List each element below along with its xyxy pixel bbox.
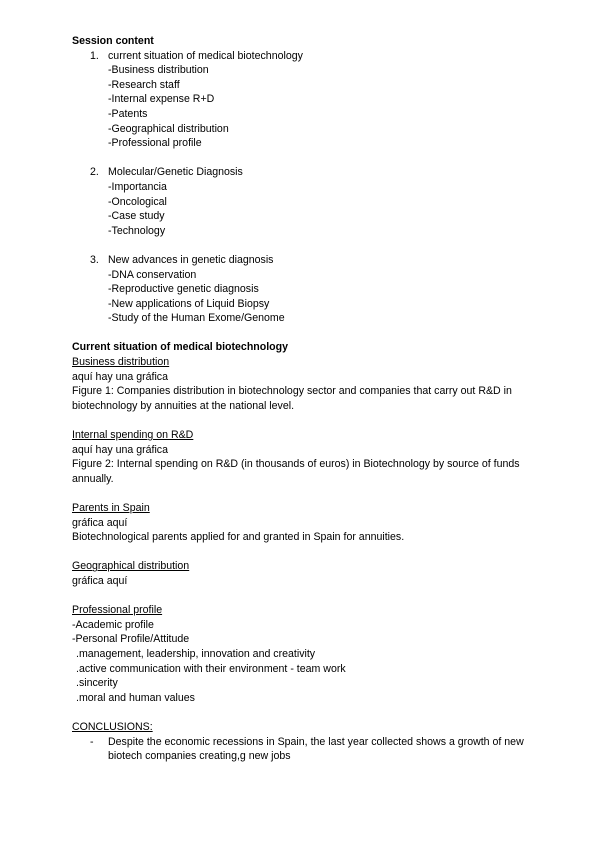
list-item-title: New advances in genetic diagnosis [108, 253, 274, 266]
figure-caption: Biotechnological parents applied for and granted in Spain for annuities. [72, 531, 405, 544]
list-number: 2. [90, 166, 99, 179]
spacer [72, 238, 532, 253]
list-number: 3. [90, 253, 99, 266]
sub-item: -Patents [108, 107, 148, 120]
spacer [72, 705, 532, 720]
spacer [72, 413, 532, 428]
spacer [72, 486, 532, 501]
document-body [72, 34, 532, 764]
list-item-title: Molecular/Genetic Diagnosis [108, 166, 243, 179]
subsection-title: Parents in Spain [72, 502, 150, 514]
session-list [72, 49, 532, 326]
sub-item: -Reproductive genetic diagnosis [108, 283, 259, 296]
sub-item: -Case study [108, 210, 165, 223]
sub-item: -Internal expense R+D [108, 93, 215, 106]
figure-caption: Figure 2: Internal spending on R&D (in thousands of euros) in Biotechnology by source of funds annually. [72, 458, 520, 485]
figure-caption: Figure 1: Companies distribution in biotechnology sector and companies that carry out R&D in biotechnology by annuities at the national level. [72, 385, 512, 412]
session-item [72, 165, 532, 238]
session-item [72, 253, 532, 326]
chart-placeholder-text: gráfica aquí [72, 574, 128, 587]
conclusion-bullet [72, 735, 532, 764]
subsection-title: Geographical distribution [72, 560, 190, 573]
profile-line: -Personal Profile/Attitude [72, 633, 190, 646]
attitude-item: .management, leadership, innovation and creativity [76, 647, 316, 660]
conclusion-text: Despite the economic recessions in Spain, the last year collected shows a growth of new biotech companies creating,g new jobs [108, 735, 524, 763]
spacer [72, 151, 532, 166]
attitude-item: .sincerity [76, 677, 118, 690]
list-number: 1. [90, 49, 99, 62]
list-item-title: current situation of medical biotechnology [108, 49, 303, 62]
chart-placeholder-text: gráfica aquí [72, 516, 128, 529]
subsection-title: Internal spending on R&D [72, 429, 194, 442]
session-item [72, 49, 532, 151]
subsection-title: Professional profile [72, 604, 163, 617]
section-heading: Current situation of medical biotechnology [72, 341, 289, 354]
chart-placeholder-text: aquí hay una gráfica [72, 370, 169, 383]
sub-item: -Study of the Human Exome/Genome [108, 312, 285, 325]
bullet-marker: - [90, 735, 94, 748]
conclusions-title: CONCLUSIONS: [72, 720, 153, 733]
sub-item: -Geographical distribution [108, 122, 229, 135]
spacer [72, 326, 532, 341]
chart-placeholder-text: aquí hay una gráfica [72, 443, 169, 456]
sub-item: -Oncological [108, 195, 167, 208]
profile-line: -Academic profile [72, 618, 154, 631]
sub-item: -New applications of Liquid Biopsy [108, 297, 270, 310]
sub-item: -DNA conservation [108, 268, 197, 281]
sub-item: -Technology [108, 224, 166, 237]
spacer [72, 545, 532, 560]
session-heading: Session content [72, 35, 154, 47]
subsection-title: Business distribution [72, 356, 170, 369]
sub-item: -Research staff [108, 78, 180, 91]
sub-item: -Importancia [108, 180, 167, 193]
attitude-item: .moral and human values [76, 691, 195, 704]
attitude-item: .active communication with their environment - team work [76, 662, 346, 675]
sub-item: -Professional profile [108, 137, 202, 150]
sub-item: -Business distribution [108, 64, 209, 77]
spacer [72, 589, 532, 604]
